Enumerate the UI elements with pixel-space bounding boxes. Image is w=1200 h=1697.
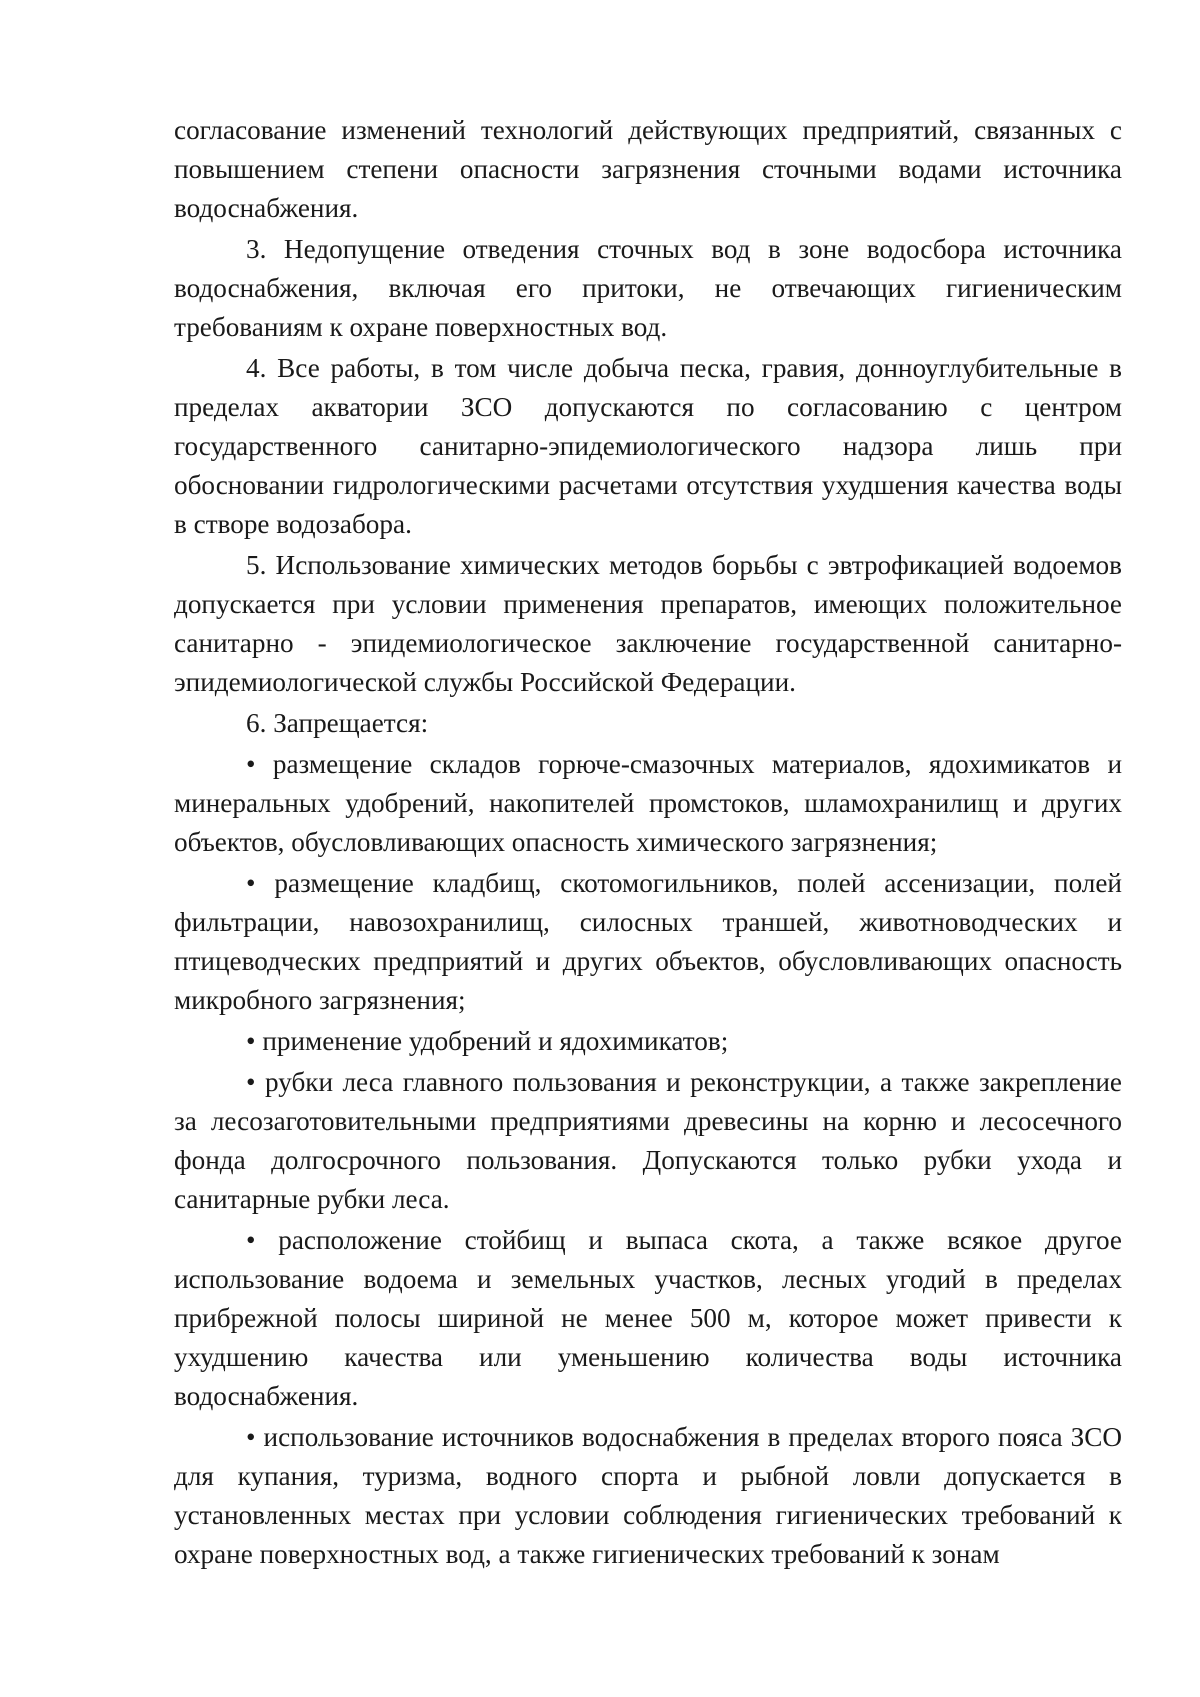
bullet-item-grazing: • расположение стойбищ и выпаса скота, а также всякое другое использование водоема и земельных участков, лесных угодий в пределах прибрежной полосы шириной не менее 500 м, которое может привести к ухудшению качества или уменьшению количества воды источника водоснабжения. (174, 1225, 1122, 1411)
bullet-item-logging: • рубки леса главного пользования и реконструкции, а также закрепление за лесозаготовительными предприятиями древесины на корню и лесосечного фонда долгосрочного пользования. Допускаются только рубки ухода и санитарные рубки леса. (174, 1067, 1122, 1214)
paragraph-item-6-heading: 6. Запрещается: (246, 708, 429, 738)
paragraph-item-5: 5. Использование химических методов борьбы с эвтрофикацией водоемов допускается при условии применения препаратов, имеющих положительное санитарно - эпидемиологическое заключение государственной санитарно-эпидемиологической службы Российской Федерации. (174, 550, 1122, 697)
paragraph-continuation: согласование изменений технологий действующих предприятий, связанных с повышением степени опасности загрязнения сточными водами источника водоснабжения. (174, 115, 1122, 223)
paragraph-item-4: 4. Все работы, в том числе добыча песка, гравия, донноуглубительные в пределах акватории ЗСО допускаются по согласованию с центром государственного санитарно-эпидемиологического надзора лишь при обосновании гидрологическими расчетами отсутствия ухудшения качества воды в створе водозабора. (174, 353, 1122, 539)
bullet-item-recreation: • использование источников водоснабжения в пределах второго пояса ЗСО для купания, туризма, водного спорта и рыбной ловли допускается в установленных местах при условии соблюдения гигиенических требований к охране поверхностных вод, а также гигиенических требований к зонам (174, 1422, 1122, 1569)
paragraph-item-3: 3. Недопущение отведения сточных вод в зоне водосбора источника водоснабжения, включая его притоки, не отвечающих гигиеническим требованиям к охране поверхностных вод. (174, 234, 1122, 342)
bullet-item-cemeteries: • размещение кладбищ, скотомогильников, полей ассенизации, полей фильтрации, навозохранилищ, силосных траншей, животноводческих и птицеводческих предприятий и других объектов, обусловливающих опасность микробного загрязнения; (174, 868, 1122, 1015)
bullet-item-fertilizers: • применение удобрений и ядохимикатов; (246, 1026, 729, 1056)
bullet-item-storage: • размещение складов горюче-смазочных материалов, ядохимикатов и минеральных удобрений, накопителей промстоков, шламохранилищ и других объектов, обусловливающих опасность химического загрязнения; (174, 749, 1122, 857)
document-body (174, 111, 1122, 1574)
